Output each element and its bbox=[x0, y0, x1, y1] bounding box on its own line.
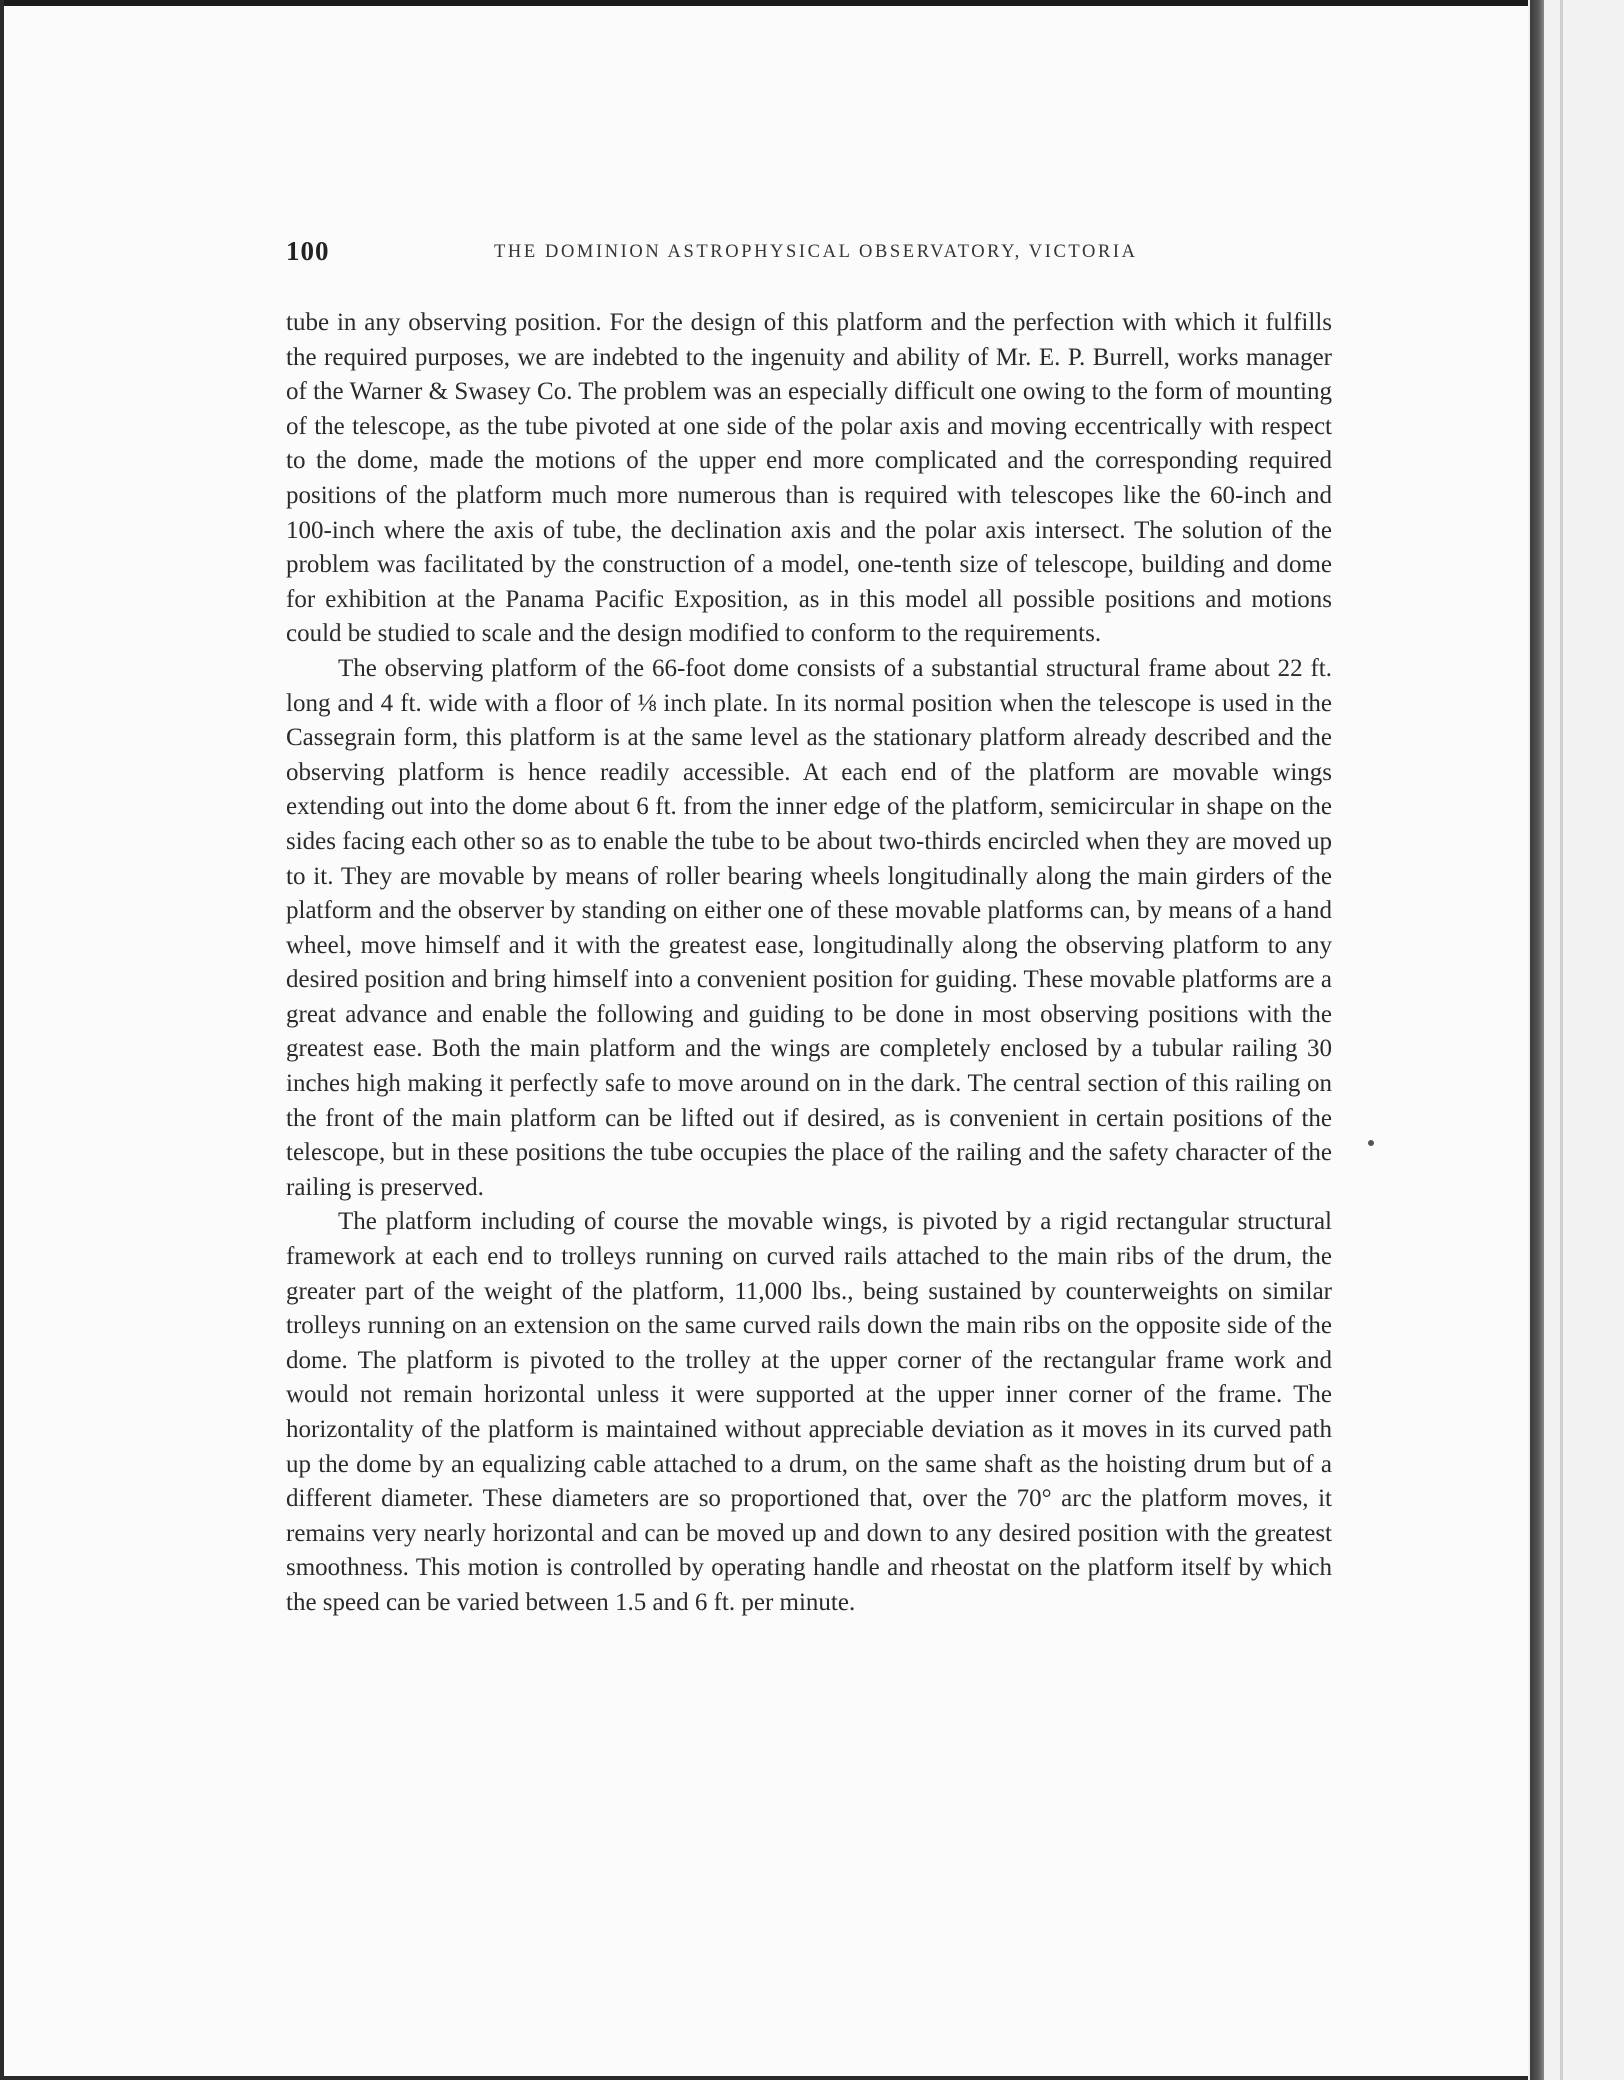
paragraph: The observing platform of the 66-foot dome consists of a substantial structural frame about 22 ft. long and 4 ft. wide with a floor of ⅛ inch plate. In its normal position when the telescope is used in the Cassegrain form, this platform is at the same level as the stationary platform already described and the observing platform is hence readily accessible. At each end of the platform are movable wings extending out into the dome about 6 ft. from the inner edge of the platform, semicircular in shape on the sides facing each other so as to enable the tube to be about two-thirds encircled when they are moved up to it. They are movable by means of roller bearing wheels longitudinally along the main girders of the platform and the observer by standing on either one of these movable platforms can, by means of a hand wheel, move himself and it with the greatest ease, longitudinally along the observing platform to any desired position and bring himself into a convenient position for guiding. These movable platforms are a great advance and enable the following and guiding to be done in most observing positions with the greatest ease. Both the main platform and the wings are completely enclosed by a tubular railing 30 inches high making it perfectly safe to move around on in the dark. The central section of this railing on the front of the main platform can be lifted out if desired, as is convenient in certain positions of the telescope, but in these positions the tube occupies the place of the railing and the safety character of the railing is preserved. bbox=[286, 654, 1332, 1201]
paragraph: tube in any observing position. For the design of this platform and the perfection with which it fulfills the required purposes, we are indebted to the ingenuity and ability of Mr. E. P. Burrell, works manager of the Warner & Swasey Co. The problem was an especially difficult one owing to the form of mounting of the telescope, as the tube pivoted at one side of the polar axis and moving eccentrically with respect to the dome, made the motions of the upper end more complicated and the corresponding required positions of the platform much more numerous than is required with telescopes like the 60-inch and 100-inch where the axis of tube, the declination axis and the polar axis intersect. The solution of the problem was facilitated by the construction of a model, one-tenth size of telescope, building and dome for exhibition at the Panama Pacific Exposition, as in this model all possible positions and motions could be studied to scale and the design modified to conform to the requirements. bbox=[286, 309, 1332, 648]
page-edge-line bbox=[1560, 0, 1563, 2080]
stray-ink-mark bbox=[1368, 1140, 1374, 1146]
running-head: THE DOMINION ASTROPHYSICAL OBSERVATORY, VICTORIA bbox=[494, 242, 1138, 262]
body-text bbox=[286, 306, 1332, 1621]
page-number: 100 bbox=[286, 236, 330, 266]
page-header bbox=[286, 236, 1336, 276]
scan-border-top bbox=[0, 0, 1624, 6]
paragraph: The platform including of course the movable wings, is pivoted by a rigid rectangular structural framework at each end to trolleys running on curved rails attached to the main ribs of the drum, the greater part of the weight of the platform, 11,000 lbs., being sustained by counterweights on similar trolleys running on an extension on the same curved rails down the main ribs on the opposite side of the dome. The platform is pivoted to the trolley at the upper corner of the rectangular frame work and would not remain horizontal unless it were supported at the upper inner corner of the frame. The horizontality of the platform is maintained without appreciable deviation as it moves in its curved path up the dome by an equalizing cable attached to a drum, on the same shaft as the hoisting drum but of a different diameter. These diameters are so proportioned that, over the 70° arc the platform moves, it remains very nearly horizontal and can be moved up and down to any desired position with the greatest smoothness. This motion is controlled by operating handle and rheostat on the platform itself by which the speed can be varied between 1.5 and 6 ft. per minute. bbox=[286, 1208, 1332, 1616]
book-gutter-shadow bbox=[1530, 0, 1544, 2080]
scan-border-left bbox=[0, 0, 4, 2080]
scan-border-bottom bbox=[0, 2076, 1624, 2080]
